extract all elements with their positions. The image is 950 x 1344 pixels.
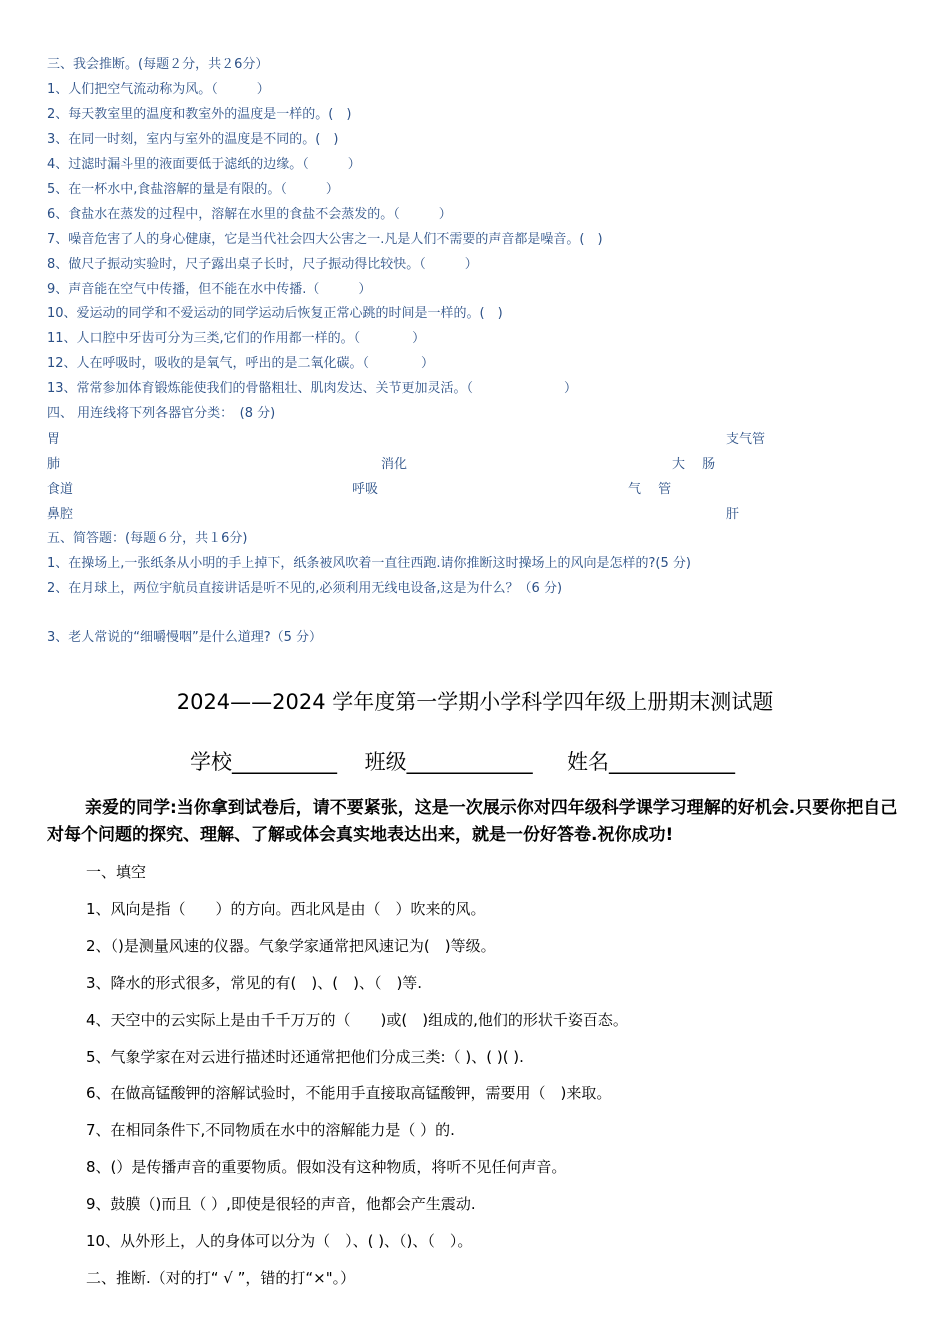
organ-left-1: 胃 xyxy=(47,432,61,447)
question-3-6: 6、食盐水在蒸发的过程中，溶解在水里的食盐不会蒸发的。（ ） xyxy=(47,207,452,222)
category-digestion: 消化 xyxy=(381,457,408,472)
exam-title: 2024——2024 学年度第一学期小学科学四年级上册期末测试题 xyxy=(176,690,774,714)
organ-left-3: 食道 xyxy=(47,482,74,497)
fill-item-8: 8、(）是传播声音的重要物质。假如没有这种物质，将听不见任何声音。 xyxy=(86,1158,567,1176)
fill-item-7: 7、在相同条件下,不同物质在水中的溶解能力是（ ）的. xyxy=(86,1121,455,1139)
section-heading-2: 二、推断.（对的打“ √ ”，错的打“×"。） xyxy=(86,1269,356,1287)
question-3-1: 1、人们把空气流动称为风。（ ） xyxy=(47,82,270,97)
question-3-10: 10、爱运动的同学和不爱运动的同学运动后恢复正常心跳的时间是一样的。( ) xyxy=(47,306,503,321)
intro-paragraph: 亲爱的同学:当你拿到试卷后，请不要紧张，这是一次展示你对四年级科学课学习理解的好机会.只要你把自己对每个问题的探究、理解、了解或体会真实地表达出来，就是一份好答卷.祝你成功! xyxy=(47,798,898,845)
question-3-8: 8、做尺子振动实验时，尺子露出桌子长时，尺子振动得比较快。（ ） xyxy=(47,257,478,272)
question-5-2: 2、在月球上，两位宇航员直接讲话是听不见的,必须利用无线电设备,这是为什么？（6 分) xyxy=(47,581,563,596)
organ-right-4: 肝 xyxy=(726,507,740,522)
fill-item-5: 5、气象学家在对云进行描述时还通常把他们分成三类:（ )、( )( ). xyxy=(86,1048,524,1066)
fill-item-4: 4、天空中的云实际上是由千千万万的（ )或( )组成的,他们的形状千姿百态。 xyxy=(86,1011,628,1029)
section-heading-5: 五、简答题：(每题６分，共１6分) xyxy=(47,531,248,546)
question-3-12: 12、人在呼吸时，吸收的是氧气，呼出的是二氧化碳。（ ） xyxy=(47,356,435,371)
fill-item-6: 6、在做高锰酸钾的溶解试验时，不能用手直接取高锰酸钾，需要用（ )来取。 xyxy=(86,1084,612,1102)
question-3-2: 2、每天教室里的温度和教室外的温度是一样的。( ) xyxy=(47,107,352,122)
question-3-5: 5、在一杯水中,食盐溶解的量是有限的。（ ） xyxy=(47,182,339,197)
organ-left-4: 鼻腔 xyxy=(47,507,74,522)
question-3-4: 4、过滤时漏斗里的液面要低于滤纸的边缘。（ ） xyxy=(47,157,361,172)
organ-right-2: 大 肠 xyxy=(672,457,716,472)
fill-item-9: 9、鼓膜（)而且（ ）,即使是很轻的声音，他都会产生震动. xyxy=(86,1195,476,1213)
section-heading-4: 四、 用连线将下列各器官分类： (8 分) xyxy=(47,406,276,421)
question-5-3: 3、老人常说的“细嚼慢咽”是什么道理?（5 分） xyxy=(47,630,323,645)
question-3-9: 9、声音能在空气中传播，但不能在水中传播.（ ） xyxy=(47,282,372,297)
fill-item-10: 10、从外形上，人的身体可以分为（ ）、( )、（)、（ ）。 xyxy=(86,1232,473,1250)
organ-right-1: 支气管 xyxy=(726,432,766,447)
organ-right-3: 气 管 xyxy=(628,482,672,497)
question-3-7: 7、噪音危害了人的身心健康，它是当代社会四大公害之一.凡是人们不需要的声音都是噪音。( ) xyxy=(47,232,603,247)
question-3-11: 11、人口腔中牙齿可分为三类,它们的作用都一样的。（ ） xyxy=(47,331,426,346)
question-5-1: 1、在操场上,一张纸条从小明的手上掉下，纸条被风吹着一直往西跑.请你推断这时操场上的风向是怎样的?(5 分) xyxy=(47,556,691,571)
fill-item-1: 1、风向是指（ ）的方向。西北风是由（ ）吹来的风。 xyxy=(86,900,486,918)
organ-left-2: 肺 xyxy=(47,457,61,472)
question-3-13: 13、常常参加体育锻炼能使我们的骨骼粗壮、肌肉发达、关节更加灵活。（ ） xyxy=(47,381,578,396)
category-respiration: 呼吸 xyxy=(352,482,379,497)
student-info-fields: 学校__________ 班级____________ 姓名____________ xyxy=(190,750,736,774)
question-3-3: 3、在同一时刻，室内与室外的温度是不同的。( ) xyxy=(47,132,339,147)
fill-item-2: 2、（)是测量风速的仪器。气象学家通常把风速记为( )等级。 xyxy=(86,937,496,955)
section-heading-1: 一、填空 xyxy=(86,863,147,881)
section-heading-3: 三、我会推断。(每题２分，共２6分） xyxy=(47,57,269,72)
fill-item-3: 3、降水的形式很多，常见的有( )、( )、（ )等. xyxy=(86,974,423,992)
